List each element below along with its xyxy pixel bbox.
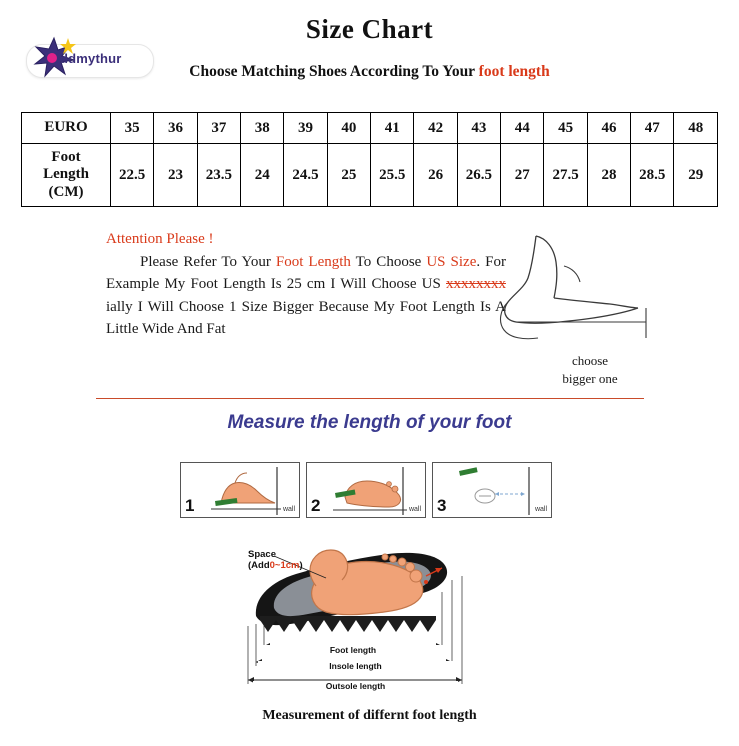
table-row-foot-length xyxy=(22,144,718,207)
step-number: 1 xyxy=(185,496,195,515)
euro-cell: 43 xyxy=(457,113,500,144)
foot-length-cell: 26 xyxy=(414,144,457,207)
page-title: Size Chart xyxy=(305,14,434,44)
choose-bigger-note xyxy=(520,352,660,387)
attention-heading: Attention Please ! xyxy=(106,231,214,247)
subtitle-highlight: foot length xyxy=(478,63,550,80)
space-label-line2 xyxy=(248,561,303,572)
foot-length-cell: 29 xyxy=(674,144,718,207)
foot-length-cell: 23.5 xyxy=(197,144,240,207)
euro-cell: 40 xyxy=(327,113,370,144)
euro-cell: 37 xyxy=(197,113,240,144)
foot-length-cell: 26.5 xyxy=(457,144,500,207)
euro-cell: 46 xyxy=(587,113,630,144)
step-number: 2 xyxy=(311,496,321,515)
euro-cell: 39 xyxy=(284,113,327,144)
foot-length-cell: 24 xyxy=(241,144,284,207)
attention-line3a: Will Choose US xyxy=(340,276,446,292)
euro-cell: 36 xyxy=(154,113,197,144)
attention-line5: And Fat xyxy=(176,321,226,337)
euro-cell: 42 xyxy=(414,113,457,144)
brand-logo xyxy=(26,44,152,80)
attention-body xyxy=(106,251,506,341)
foot-length-cell: 27.5 xyxy=(544,144,587,207)
choose-note-line2: bigger one xyxy=(562,370,618,386)
measure-step-3 xyxy=(432,462,552,518)
foot-length-cell: 28.5 xyxy=(631,144,674,207)
dimension-label-foot-length: Foot length xyxy=(263,645,443,655)
measure-step-1 xyxy=(180,462,300,518)
row-header-line1: Foot xyxy=(51,149,81,166)
size-table-wrapper xyxy=(21,112,718,207)
foot-length-cell: 28 xyxy=(587,144,630,207)
subtitle-text: Choose Matching Shoes According To Your xyxy=(189,63,479,80)
measure-steps xyxy=(180,462,560,518)
euro-cell: 41 xyxy=(371,113,414,144)
table-row-euro xyxy=(22,113,718,144)
step-number: 3 xyxy=(437,496,447,515)
space-label-line1: Space xyxy=(248,549,276,560)
euro-cell: 47 xyxy=(631,113,674,144)
section-divider xyxy=(96,398,644,399)
space-callout xyxy=(248,550,303,572)
euro-cell: 48 xyxy=(674,113,718,144)
space-add-prefix: (Add xyxy=(248,559,270,571)
foot-outline-sketch-icon xyxy=(498,226,678,356)
foot-length-cell: 22.5 xyxy=(111,144,154,207)
dimension-label-insole-length: Insole length xyxy=(258,661,453,671)
step-wall-label: wall xyxy=(408,506,421,513)
attention-line3-strike: xxxxxxxx xyxy=(446,276,506,292)
attention-line2a: US Size xyxy=(426,253,477,270)
space-add-value: 0~1cm xyxy=(269,559,300,571)
euro-cell: 45 xyxy=(544,113,587,144)
row-header-line2: Length xyxy=(43,166,89,183)
row-header-euro: EURO xyxy=(22,113,111,144)
space-add-suffix: ) xyxy=(299,559,303,571)
choose-note-line1: choose xyxy=(571,353,609,368)
row-header-foot-length xyxy=(22,144,111,207)
dimension-label-outsole-length: Outsole length xyxy=(253,681,458,691)
euro-cell: 35 xyxy=(111,113,154,144)
measure-step-2 xyxy=(306,462,426,518)
foot-length-cell: 27 xyxy=(501,144,544,207)
attention-line3b: ially I Will Choose 1 Size xyxy=(106,298,268,315)
measure-heading: Measure the length of your foot xyxy=(227,412,512,433)
diagram-caption: Measurement of differnt foot length xyxy=(262,708,477,723)
size-table xyxy=(21,112,718,207)
foot-length-cell: 25 xyxy=(327,144,370,207)
foot-length-cell: 23 xyxy=(154,144,197,207)
attention-line1c: To Choose xyxy=(350,253,422,270)
attention-block xyxy=(106,228,506,341)
euro-cell: 38 xyxy=(241,113,284,144)
logo-text: ddmythur xyxy=(60,51,122,66)
step-wall-label: wall xyxy=(282,506,295,513)
row-header-line3: (CM) xyxy=(48,183,84,200)
foot-length-cell: 25.5 xyxy=(371,144,414,207)
attention-line1b: Foot Length xyxy=(275,253,351,270)
step-wall-label: wall xyxy=(534,506,547,513)
attention-line2b: . For Example My Foot Length Is 25 cm I xyxy=(106,253,506,292)
attention-line4: Bigger Because My Foot Length Is A Little Wide xyxy=(106,298,506,337)
euro-cell: 44 xyxy=(501,113,544,144)
foot-length-cell: 24.5 xyxy=(284,144,327,207)
attention-line1a: Please Refer To Your xyxy=(140,253,276,270)
